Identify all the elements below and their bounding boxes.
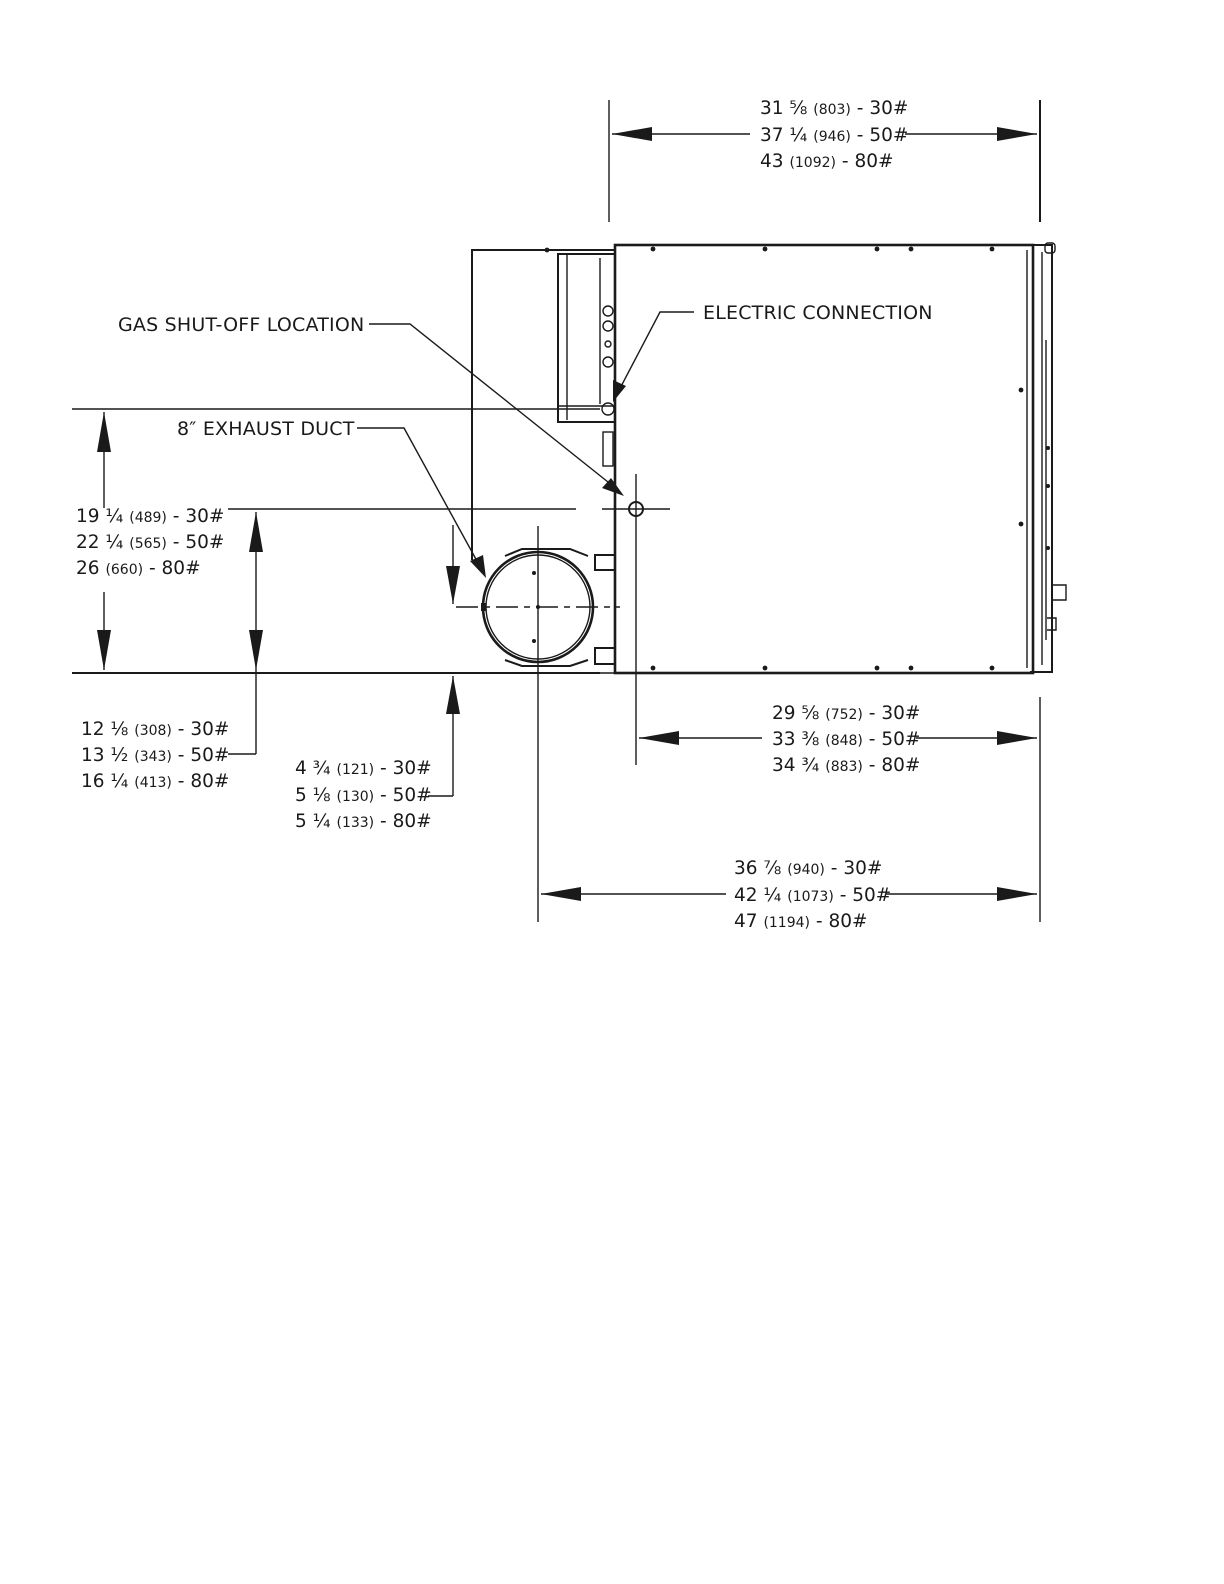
dim-row: 33 ⅜ (848) - 50#: [772, 729, 921, 750]
dim-gas-height: [76, 506, 224, 579]
dim-row: 29 ⅝ (752) - 30#: [772, 703, 921, 724]
callout-leaders: [357, 312, 694, 578]
dim-row: 37 ¼ (946) - 50#: [760, 125, 909, 146]
dim-row: 4 ¾ (121) - 30#: [295, 758, 432, 779]
dim-exhaust-to-front: [734, 858, 891, 932]
dim-gas-to-front: [772, 703, 920, 776]
dim-row: 43 (1092) - 80#: [760, 151, 894, 172]
dim-row: 34 ¾ (883) - 80#: [772, 755, 921, 776]
electric-connection-label: ELECTRIC CONNECTION: [703, 302, 933, 324]
gas-shutoff-label: GAS SHUT-OFF LOCATION: [118, 314, 365, 336]
dim-row: 5 ⅛ (130) - 50#: [295, 785, 432, 806]
dim-row: 19 ¼ (489) - 30#: [76, 506, 225, 527]
dim-row: 26 (660) - 80#: [76, 558, 201, 579]
dim-row: 22 ¼ (565) - 50#: [76, 532, 225, 553]
dim-row: 36 ⅞ (940) - 30#: [734, 858, 883, 879]
dim-row: 16 ¼ (413) - 80#: [81, 771, 230, 792]
dim-exhaust-offset: [295, 758, 432, 832]
dim-row: 47 (1194) - 80#: [734, 911, 868, 932]
dim-row: 31 ⅝ (803) - 30#: [760, 98, 909, 119]
dim-row: 42 ¼ (1073) - 50#: [734, 885, 892, 906]
dimension-arrows: [97, 127, 1037, 901]
dim-top-width: [760, 98, 908, 172]
gas-shutoff-marker-icon: [629, 474, 643, 765]
dim-row: 12 ⅛ (308) - 30#: [81, 719, 230, 740]
dim-exhaust-height: [81, 719, 229, 792]
dim-row: 13 ½ (343) - 50#: [81, 745, 230, 766]
exhaust-duct-label: 8″ EXHAUST DUCT: [177, 418, 355, 440]
dim-row: 5 ¼ (133) - 80#: [295, 811, 432, 832]
